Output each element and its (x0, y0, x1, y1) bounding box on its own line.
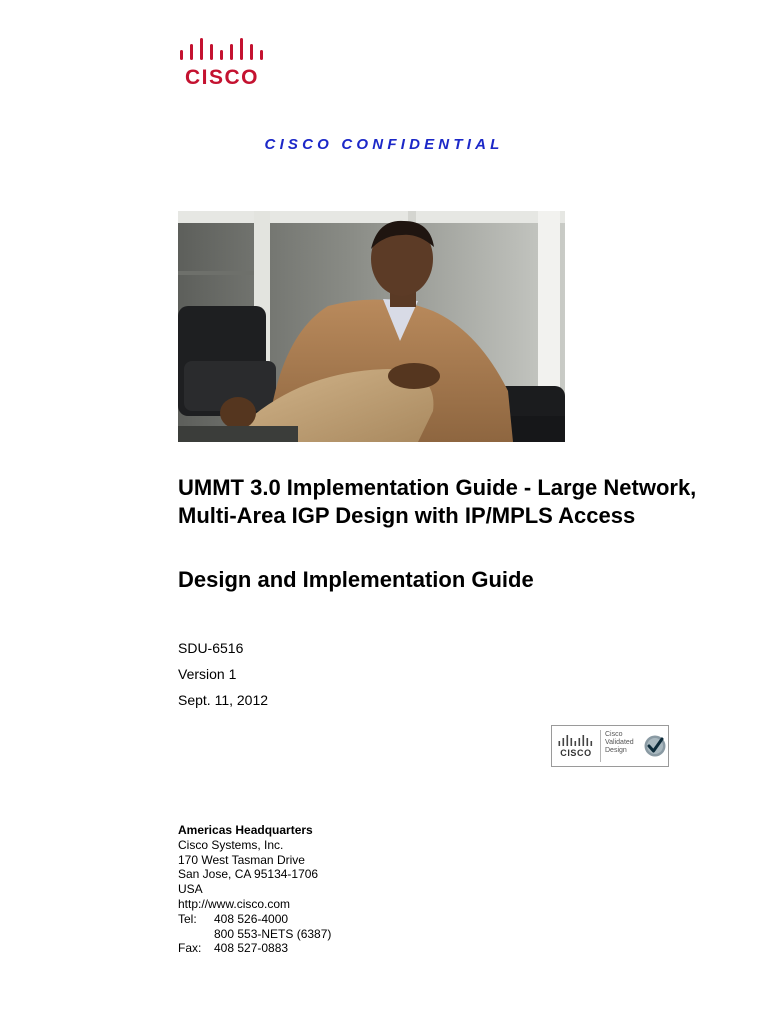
document-title: UMMT 3.0 Implementation Guide - Large Network, Multi-Area IGP Design with IP/MPLS Access (178, 475, 697, 528)
cover-photo (178, 211, 565, 442)
headquarters-address (178, 823, 331, 956)
badge-text (605, 731, 645, 755)
address-country: USA (178, 882, 203, 897)
cisco-validated-design-badge (551, 725, 669, 767)
tel-number-1: 408 526-4000 (214, 911, 289, 926)
doc-version: Version 1 (178, 666, 237, 682)
doc-id: SDU-6516 (178, 640, 244, 656)
confidential-label: CISCO CONFIDENTIAL (264, 136, 504, 153)
address-street: 170 West Tasman Drive (178, 852, 305, 867)
checkmark-icon (643, 734, 667, 758)
address-heading: Americas Headquarters (178, 823, 313, 837)
address-fax-row (178, 941, 331, 956)
cisco-bridge-small-icon (558, 735, 594, 746)
fax-number: 408 527-0883 (214, 941, 289, 956)
address-tel-row (178, 912, 331, 927)
cisco-logo (178, 38, 266, 90)
fax-label: Fax: (178, 941, 202, 956)
address-url[interactable]: http://www.cisco.com (178, 896, 291, 911)
badge-line-3: Design (605, 747, 627, 754)
cisco-bridge-icon (178, 38, 266, 64)
document-subtitle: Design and Implementation Guide (178, 567, 534, 592)
address-city: San Jose, CA 95134-1706 (178, 867, 319, 882)
doc-date: Sept. 11, 2012 (178, 692, 269, 708)
tel-number-2: 800 553-NETS (6387) (214, 926, 332, 941)
tel-label: Tel: (178, 911, 197, 926)
badge-line-2: Validated (605, 739, 634, 746)
address-company: Cisco Systems, Inc. (178, 837, 284, 852)
address-tel2-row (178, 927, 331, 942)
badge-brand: CISCO (560, 748, 592, 758)
badge-divider (600, 730, 601, 762)
badge-line-1: Cisco (605, 731, 623, 738)
logo-wordmark: CISCO (184, 66, 259, 89)
